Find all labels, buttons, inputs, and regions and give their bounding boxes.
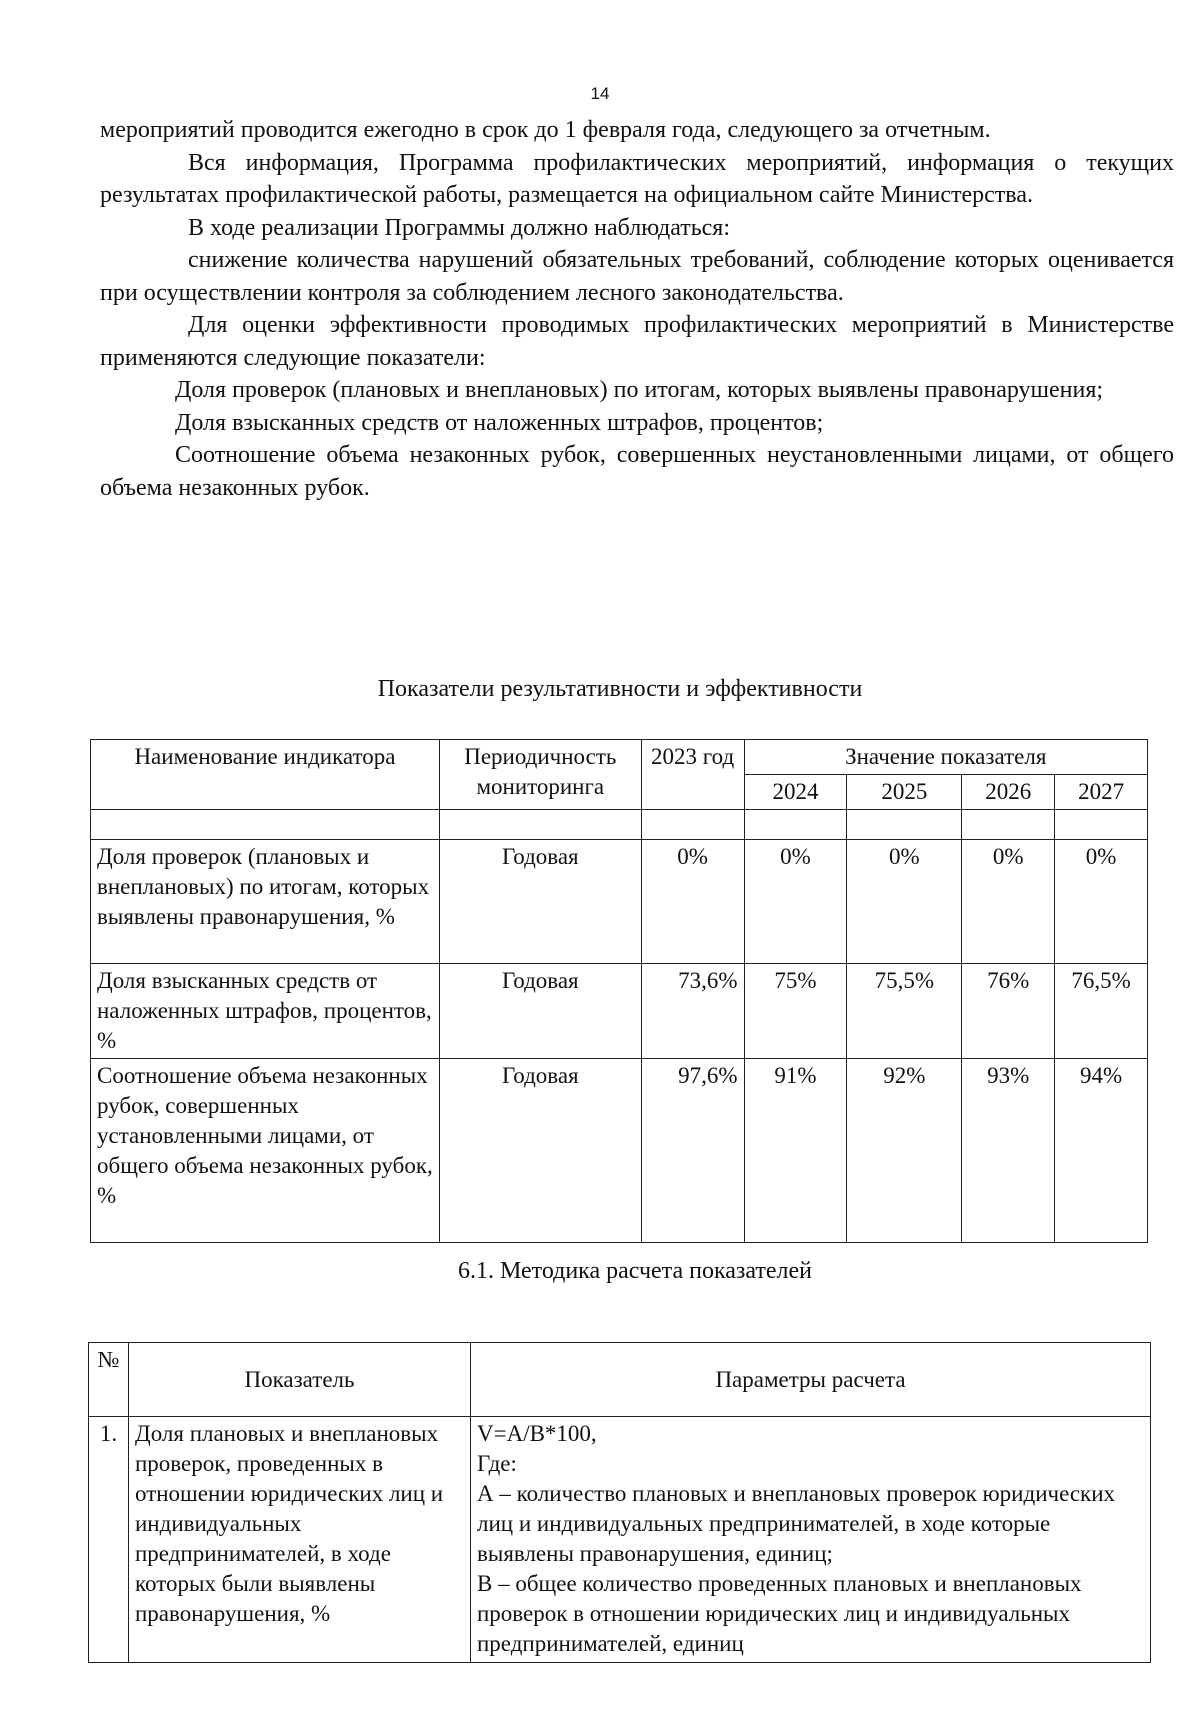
indicator-name-cell: Доля проверок (плановых и внеплановых) по итогам, которых выявлены правонарушения, %: [91, 840, 440, 964]
value-cell: 0%: [962, 840, 1055, 964]
value-cell: 76%: [962, 964, 1055, 1059]
periodicity-cell: Годовая: [439, 840, 641, 964]
value-cell: 0%: [847, 840, 962, 964]
formula-line: А – количество плановых и внеплановых проверок юридических лиц и индивидуальных предпринимателей, в ходе которые выявлены правонарушения, единиц;: [477, 1481, 1116, 1566]
value-cell: 76,5%: [1055, 964, 1148, 1059]
indicator-name-cell: Соотношение объема незаконных рубок, совершенных установленными лицами, от общего объема незаконных рубок, %: [91, 1059, 440, 1243]
table-title: Показатели результативности и эффективности: [377, 676, 863, 702]
body-text: [100, 114, 1174, 504]
formula-line: В – общее количество проведенных плановых и внеплановых проверок в отношении юридических лиц и индивидуальных предпринимателей, единиц: [477, 1571, 1082, 1656]
value-cell: 93%: [962, 1059, 1055, 1243]
paragraph: снижение количества нарушений обязательных требований, соблюдение которых оценивается при осуществлении контроля за соблюдением лесного законодательства.: [100, 247, 1174, 306]
value-cell: 0%: [1055, 840, 1148, 964]
paragraph: мероприятий проводится ежегодно в срок до 1 февраля года, следующего за отчетным.: [100, 117, 991, 143]
indicator-name-cell: Доля взысканных средств от наложенных штрафов, процентов, %: [91, 964, 440, 1059]
value-cell: 75,5%: [847, 964, 962, 1059]
params-cell: [471, 1417, 1151, 1663]
paragraph: Соотношение объема незаконных рубок, совершенных неустановленными лицами, от общего объема незаконных рубок.: [100, 442, 1174, 501]
formula-line: Где:: [477, 1451, 517, 1476]
value-cell: 73,6%: [641, 964, 744, 1059]
header-year: 2027: [1055, 775, 1148, 810]
table-row: [91, 1059, 1148, 1243]
paragraph: Доля проверок (плановых и внеплановых) по итогам, которых выявлены правонарушения;: [175, 377, 1104, 403]
value-cell: 0%: [744, 840, 847, 964]
value-cell: 92%: [847, 1059, 962, 1243]
table-empty-row: [91, 810, 1148, 840]
periodicity-cell: Годовая: [439, 964, 641, 1059]
header-num: №: [89, 1343, 129, 1417]
methodology-table: [88, 1342, 1151, 1663]
value-cell: 75%: [744, 964, 847, 1059]
value-cell: 0%: [641, 840, 744, 964]
header-indicator: Показатель: [129, 1343, 471, 1417]
indicators-table: [90, 739, 1148, 1243]
header-indicator-name: Наименование индикатора: [91, 740, 440, 810]
header-params: Параметры расчета: [471, 1343, 1151, 1417]
value-cell: 91%: [744, 1059, 847, 1243]
table-row: [91, 964, 1148, 1059]
paragraph: Доля взысканных средств от наложенных штрафов, процентов;: [175, 409, 824, 436]
table-row: [91, 840, 1148, 964]
paragraph: В ходе реализации Программы должно наблюдаться:: [188, 214, 731, 241]
paragraph: Для оценки эффективности проводимых профилактических мероприятий в Министерстве применяются следующие показатели:: [100, 312, 1174, 371]
table-header-row: [91, 740, 1148, 775]
header-base-year: 2023 год: [641, 740, 744, 810]
header-year: 2026: [962, 775, 1055, 810]
indicator-cell: Доля плановых и внеплановых проверок, проведенных в отношении юридических лиц и индивидуальных предпринимателей, в ходе которых были выявлены правонарушения, %: [129, 1417, 471, 1663]
value-cell: 94%: [1055, 1059, 1148, 1243]
row-num-cell: 1.: [89, 1417, 129, 1663]
paragraph: Вся информация, Программа профилактических мероприятий, информация о текущих результатах профилактической работы, размещается на официальном сайте Министерства.: [100, 149, 1174, 208]
page-number: 14: [590, 84, 610, 103]
header-value-group: Значение показателя: [744, 740, 1147, 775]
table-row: [89, 1417, 1151, 1663]
section-title: 6.1. Методика расчета показателей: [457, 1258, 813, 1284]
header-periodicity: Периодичность мониторинга: [439, 740, 641, 810]
formula-line: V=A/B*100,: [477, 1421, 597, 1446]
header-year: 2024: [744, 775, 847, 810]
periodicity-cell: Годовая: [439, 1059, 641, 1243]
table-header-row: [89, 1343, 1151, 1417]
value-cell: 97,6%: [641, 1059, 744, 1243]
header-year: 2025: [847, 775, 962, 810]
